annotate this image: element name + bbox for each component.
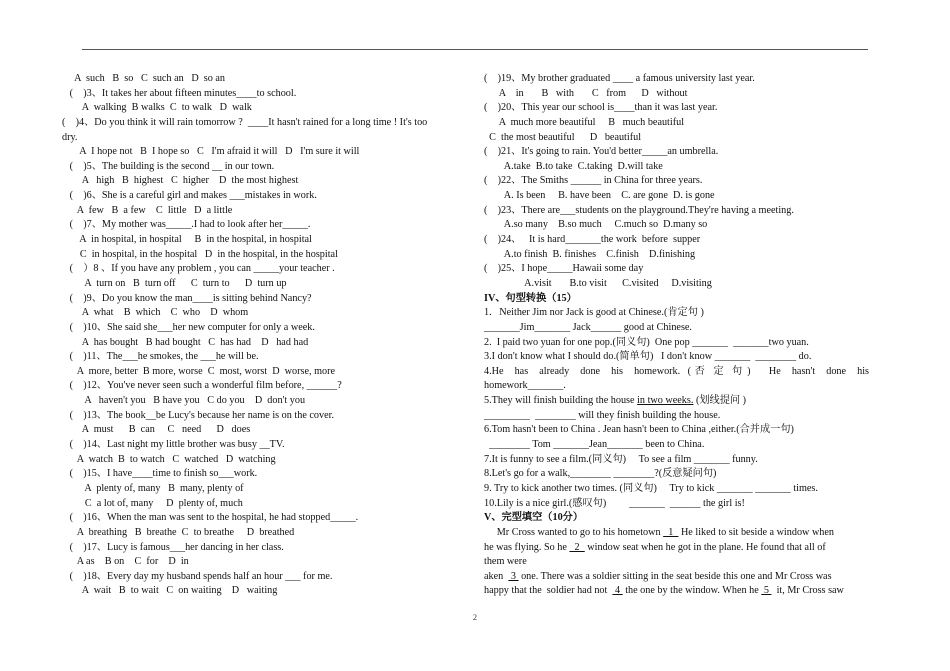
passage-text: one. There was a soldier sitting in the seat beside this one and Mr Cross was: [518, 570, 832, 582]
passage-text: window seat when he got in the plane. He found that all of: [584, 541, 826, 553]
question-line: A. Is been B. have been C. are gone D. is gone: [484, 190, 715, 202]
question-line: A much more beautiful B much beautiful: [484, 116, 685, 128]
question-line: A I hope not B I hope so C I'm afraid it will D I'm sure it will: [62, 146, 360, 158]
cloze-blank: 2: [569, 541, 585, 553]
question-line: ( )25、I hope_____Hawaii some day: [484, 263, 644, 275]
question-line: A has bought B had bought C has had D had had: [62, 336, 309, 348]
passage-text: happy that the soldier had not: [484, 585, 613, 597]
passage-text: he was flying. So he: [484, 541, 570, 553]
question-line: ( )4、Do you think it will rain tomorrow ? ____It hasn't rained for a long time ! It's too: [62, 116, 428, 128]
passage-line: [484, 541, 869, 556]
question-line: ( )22、The Smiths ______ in China for three years.: [484, 175, 703, 187]
question-line: A in hospital, in hospital B in the hospital, in hospital: [62, 234, 312, 246]
question-line: A haven't you B have you C do you D don't you: [62, 395, 306, 407]
question-line: A.to finish B. finishes C.finish D.finishing: [484, 248, 696, 260]
exercise-line: ________ Tom _______Jean_______ been to China.: [484, 439, 705, 451]
question-line: ( )17、Lucy is famous___her dancing in her class.: [62, 541, 284, 553]
underlined-phrase: in two weeks.: [637, 395, 694, 407]
cloze-blank: 1: [663, 526, 679, 538]
question-line: A in B with C from D without: [484, 87, 688, 99]
question-line: ( )5、The building is the second __ in our town.: [62, 160, 275, 172]
page-number: 2: [473, 613, 477, 622]
question-line: C the most beautiful D beautiful: [484, 131, 642, 143]
question-line: A.take B.to take C.taking D.will take: [484, 160, 663, 172]
exercise-line: 10.Lily is a nice girl.(感叹句) _______ ______ the girl is!: [484, 497, 745, 509]
question-line: ( )24、 It is hard_______the work before supper: [484, 234, 701, 246]
question-line: A high B highest C higher D the most highest: [62, 175, 299, 187]
passage-text: the one by the window. When he: [622, 585, 762, 597]
question-line: ( )7、My mother was_____.I had to look after her_____.: [62, 219, 311, 231]
question-line: ( )19、My brother graduated ____ a famous university last year.: [484, 73, 755, 84]
question-line: ( )15、I have____time to finish so___work.: [62, 468, 258, 480]
question-line: ( )13、The book__be Lucy's because her name is on the cover.: [62, 409, 335, 421]
question-line: ( )3、It takes her about fifteen minutes____to school.: [62, 87, 297, 99]
question-line: ( )16、When the man was sent to the hospital, he had stopped_____.: [62, 512, 359, 524]
section-heading: V、完型填空（10分）: [484, 512, 584, 524]
exercise-line: 4.He has already done his homework. ( 否 定 句 ) He hasn't done his: [484, 365, 869, 377]
left-column: [62, 72, 467, 599]
exercise-line: _________ ________ will they finish building the house.: [484, 409, 721, 421]
question-line: dry.: [62, 131, 78, 143]
question-line: ( )20、This year our school is____than it was last year.: [484, 102, 718, 114]
exercise-line: homework_______.: [484, 380, 566, 392]
passage-line: them were: [484, 556, 527, 568]
question-line: A.visit B.to visit C.visited D.visiting: [484, 277, 712, 289]
cloze-blank: 5: [761, 585, 772, 597]
passage-line: [484, 570, 869, 585]
exercise-line: 6.Tom hasn't been to China . Jean hasn't been to China ,either.(合并成一句): [484, 424, 794, 436]
exercise-line: 8.Let's go for a walk,________ ________?(反意疑问句): [484, 468, 717, 480]
exercise-line: [484, 394, 869, 409]
passage-text: aken: [484, 570, 509, 582]
passage-line: [484, 526, 869, 541]
question-line: A such B so C such an D so an: [62, 73, 225, 84]
question-line: A turn on B turn off C turn to D turn up: [62, 277, 287, 289]
question-line: A must B can C need D does: [62, 424, 251, 436]
question-line: A as B on C for D in: [62, 556, 189, 568]
question-line: A plenty of, many B many, plenty of: [62, 482, 244, 494]
cloze-blank: 4: [612, 585, 623, 597]
question-line: C in hospital, in the hospital D in the hospital, in the hospital: [62, 248, 338, 260]
question-line: A walking B walks C to walk D walk: [62, 102, 252, 114]
exercise-line: 7.It is funny to see a film.(同义句) To see a film _______ funny.: [484, 453, 758, 465]
question-line: ( )10、She said she___her new computer for only a week.: [62, 321, 315, 333]
question-line: A more, better B more, worse C most, worst D worse, more: [62, 365, 336, 377]
passage-line: [484, 584, 869, 599]
header-rule: [82, 49, 868, 50]
exercise-line: 2. I paid two yuan for one pop.(同义句) One pop _______ _______two yuan.: [484, 336, 809, 348]
question-line: A watch B to watch C watched D watching: [62, 453, 276, 465]
section-heading: IV、句型转换（15）: [484, 292, 577, 304]
cloze-blank: 3: [508, 570, 519, 582]
question-line: ( )6、She is a careful girl and makes ___mistakes in work.: [62, 190, 317, 202]
question-line: ( )23、There are___students on the playground.They're having a meeting.: [484, 204, 794, 216]
passage-text: He liked to sit beside a window when: [678, 526, 835, 538]
question-line: A few B a few C little D a little: [62, 204, 233, 216]
exercise-line: 3.I don't know what I should do.(简单句) I don't know _______ ________ do.: [484, 351, 812, 363]
question-line: ( )9、Do you know the man____is sitting behind Nancy?: [62, 292, 312, 304]
passage-text: it, Mr Cross saw: [771, 585, 844, 597]
question-line: ( ）8 、If you have any problem , you can _____your teacher .: [62, 263, 335, 275]
question-line: ( )12、You've never seen such a wonderful film before, ______?: [62, 380, 342, 392]
exercise-line: 9. Try to kick another two times. (同义句) Try to kick _______ _______ times.: [484, 482, 818, 494]
question-line: ( )21、It's going to rain. You'd better_____an umbrella.: [484, 146, 719, 158]
question-line: A what B which C who D whom: [62, 307, 249, 319]
question-line: ( )18、Every day my husband spends half an hour ___ for me.: [62, 570, 333, 582]
question-line: A wait B to wait C on waiting D waiting: [62, 585, 278, 597]
question-line: C a lot of, many D plenty of, much: [62, 497, 243, 509]
right-column: [484, 72, 869, 599]
question-line: A.so many B.so much C.much so D.many so: [484, 219, 708, 231]
exercise-instruction: (划线提问 ): [693, 395, 747, 407]
exercise-line: 1. Neither Jim nor Jack is good at Chinese.(肯定句 ): [484, 307, 704, 319]
exercise-line: _______Jim_______ Jack______ good at Chinese.: [484, 321, 692, 333]
question-line: ( )11、The___he smokes, the ___he will be.: [62, 351, 259, 363]
passage-text: Mr Cross wanted to go to his hometown: [484, 526, 664, 538]
question-line: A breathing B breathe C to breathe D breathed: [62, 526, 295, 538]
exercise-text: 5.They will finish building the house: [484, 395, 638, 407]
question-line: ( )14、Last night my little brother was busy __TV.: [62, 439, 285, 451]
